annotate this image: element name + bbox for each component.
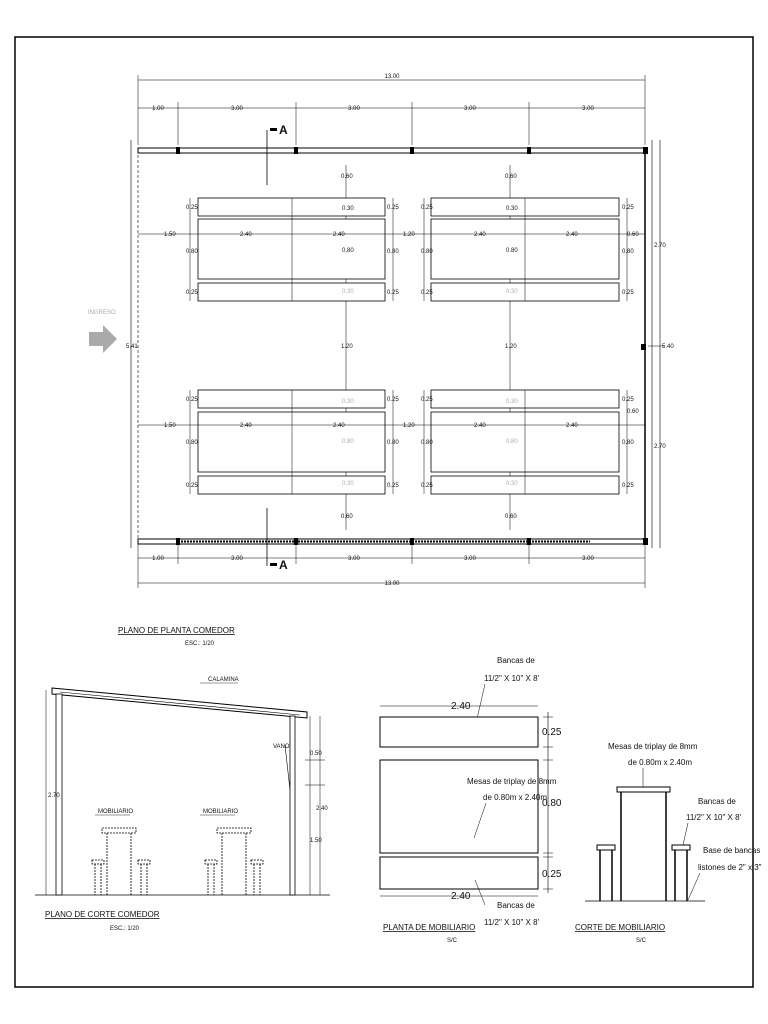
fp-table-note-1: Mesas de triplay de 8mm xyxy=(467,777,557,786)
fp-length-bottom: 2.40 xyxy=(451,891,471,902)
fp-bench-note-bot-2: 11/2" X 10" X 8' xyxy=(484,918,540,927)
plan-table-length-tr2: 2.40 xyxy=(566,232,578,238)
plan-bench-w-tr-r2: 0.25 xyxy=(622,290,634,296)
table-group-bottom-right xyxy=(424,390,627,494)
plan-table-w-tr-r: 0.80 xyxy=(622,249,634,255)
plan-mid-gap-r: 1.20 xyxy=(505,344,517,350)
plan-bench-offset-br: 0.30 xyxy=(506,399,518,405)
plan-bench-offset-tr: 0.30 xyxy=(506,206,518,212)
plan-bench-w-bl-r2: 0.25 xyxy=(387,483,399,489)
fs-bench-note-2: 11/2" X 10" X 8' xyxy=(686,813,742,822)
plan-scale: ESC.: 1/20 xyxy=(185,641,215,647)
plan-bench-w-bl-l2: 0.25 xyxy=(186,483,198,489)
fs-table-note-1: Mesas de triplay de 8mm xyxy=(608,742,698,751)
section-furniture-label-2: MOBILIARIO xyxy=(203,809,239,815)
plan-table-w-tr-l: 0.80 xyxy=(421,249,433,255)
table-group-top-right xyxy=(424,198,627,301)
plan-mid-gap-l: 1.20 xyxy=(341,344,353,350)
section-drawing xyxy=(35,677,330,932)
plan-bay-bottom-1: 3.00 xyxy=(231,556,243,562)
section-furniture-label-1: MOBILIARIO xyxy=(98,809,134,815)
plan-table-length-bl2: 2.40 xyxy=(333,423,345,429)
fp-length-top: 2.40 xyxy=(451,701,471,712)
plan-bench-w-br-l1: 0.25 xyxy=(421,397,433,403)
plan-left-margin-bottom: 1.50 xyxy=(164,423,176,429)
plan-bench-offset-tr2: 0.30 xyxy=(506,289,518,295)
section-scale: ESC.: 1/20 xyxy=(110,926,140,932)
furniture-section xyxy=(575,742,762,944)
plan-edge-gap-br: 0.60 xyxy=(505,514,517,520)
plan-table-length-bl: 2.40 xyxy=(240,423,252,429)
plan-bay-top-1: 3.00 xyxy=(231,106,243,112)
plan-bay-bottom-0: 1.00 xyxy=(152,556,164,562)
floor-plan xyxy=(88,74,674,647)
plan-bench-w-bl-l1: 0.25 xyxy=(186,397,198,403)
plan-bench-w-br-r1: 0.25 xyxy=(622,397,634,403)
plan-left-margin-top: 1.50 xyxy=(164,232,176,238)
table-group-top-left xyxy=(190,198,393,301)
plan-table-length-br2: 2.40 xyxy=(566,423,578,429)
plan-bay-top-3: 3.00 xyxy=(464,106,476,112)
plan-bay-top-0: 1.00 xyxy=(152,106,164,112)
fs-bench-left xyxy=(597,845,615,850)
plan-right-half-bottom: 2.70 xyxy=(654,444,666,450)
fp-bench-note-top-2: 11/2" X 10" X 8' xyxy=(484,674,540,683)
fp-title: PLANTA DE MOBILIARIO xyxy=(383,923,476,932)
fp-table xyxy=(380,760,538,853)
plan-bench-w-br-r2: 0.25 xyxy=(622,483,634,489)
fp-dim-1: 0.80 xyxy=(542,798,562,809)
plan-right-half-top: 2.70 xyxy=(654,243,666,249)
plan-right-height: 5.40 xyxy=(662,344,674,350)
plan-left-height: 5.41 xyxy=(126,344,138,350)
plan-bench-w-tl-r1: 0.25 xyxy=(387,205,399,211)
plan-edge-gap-bl: 0.60 xyxy=(341,514,353,520)
plan-bench-offset-tl: 0.30 xyxy=(342,206,354,212)
fp-table-note-2: de 0.80m x 2.40m xyxy=(483,793,548,802)
plan-bay-top-2: 3.00 xyxy=(348,106,360,112)
plan-table-w-bl-l: 0.80 xyxy=(186,440,198,446)
plan-top-wall xyxy=(138,148,645,153)
section-title: PLANO DE CORTE COMEDOR xyxy=(45,910,160,919)
plan-table-length-tl2: 2.40 xyxy=(333,232,345,238)
plan-table-w-tl: 0.80 xyxy=(342,248,354,254)
plan-bench-w-tr-l2: 0.25 xyxy=(421,290,433,296)
plan-edge-gap-tl: 0.60 xyxy=(341,174,353,180)
fs-title: CORTE DE MOBILIARIO xyxy=(575,923,666,932)
plan-bench-w-tr-l1: 0.25 xyxy=(421,205,433,211)
plan-bench-w-bl-r1: 0.25 xyxy=(387,397,399,403)
section-furniture-1 xyxy=(92,828,150,895)
section-left-height: 2.70 xyxy=(48,793,60,799)
section-right-dim-1: 2.40 xyxy=(316,806,328,812)
plan-table-length-tr: 2.40 xyxy=(474,232,486,238)
plan-table-w-bl-r: 0.80 xyxy=(387,440,399,446)
section-roof-label: CALAMINA xyxy=(208,677,239,683)
fp-dim-0: 0.25 xyxy=(542,727,562,738)
plan-bay-bottom-4: 3.00 xyxy=(582,556,594,562)
table-group-bottom-left xyxy=(190,390,393,494)
plan-bench-w-tr-r1: 0.25 xyxy=(622,205,634,211)
plan-bench-offset-tl2: 0.30 xyxy=(342,289,354,295)
plan-right-margin-top: 0.60 xyxy=(627,232,639,238)
plan-edge-gap-tr: 0.60 xyxy=(505,174,517,180)
plan-right-margin-bottom: 0.60 xyxy=(627,409,639,415)
plan-section-mark-top: A xyxy=(279,123,288,137)
section-roof xyxy=(52,688,307,718)
plan-table-length-tl: 2.40 xyxy=(240,232,252,238)
plan-table-length-br: 2.40 xyxy=(474,423,486,429)
plan-table-w-tr: 0.80 xyxy=(506,248,518,254)
plan-bench-offset-bl: 0.30 xyxy=(342,399,354,405)
fs-bench-note-1: Bancas de xyxy=(698,797,736,806)
fs-base-note-2: listones de 2" x 3" xyxy=(698,863,762,872)
fp-scale: S/C xyxy=(447,938,458,944)
plan-bench-w-tl-l1: 0.25 xyxy=(186,205,198,211)
plan-total-width-top: 13.00 xyxy=(384,74,400,80)
section-furniture-2 xyxy=(205,828,263,895)
plan-bench-offset-br2: 0.30 xyxy=(506,481,518,487)
plan-section-mark-bottom: A xyxy=(279,558,288,572)
fs-base-note-1: Base de bancas xyxy=(703,846,761,855)
section-right-dim-2: 1.50 xyxy=(310,838,322,844)
plan-bench-w-br-l2: 0.25 xyxy=(421,483,433,489)
plan-table-w-br-r: 0.80 xyxy=(622,440,634,446)
fp-bench-bottom xyxy=(380,857,538,889)
plan-table-w-br-l: 0.80 xyxy=(421,440,433,446)
fp-bench-top xyxy=(380,717,538,747)
fp-dim-2: 0.25 xyxy=(542,869,562,880)
plan-gap-top: 1.20 xyxy=(403,232,415,238)
fp-bench-note-top-1: Bancas de xyxy=(497,656,535,665)
plan-table-w-tl-l: 0.80 xyxy=(186,249,198,255)
plan-table-w-tl-r: 0.80 xyxy=(387,249,399,255)
section-right-dim-0: 0.50 xyxy=(310,751,322,757)
plan-bench-offset-bl2: 0.30 xyxy=(342,481,354,487)
furniture-plan xyxy=(380,656,562,944)
plan-bay-bottom-2: 3.00 xyxy=(348,556,360,562)
entrance-arrow-icon xyxy=(89,325,117,353)
plan-entrance-label: INGRESO xyxy=(88,310,116,316)
plan-bay-top-4: 3.00 xyxy=(582,106,594,112)
section-opening-label: VANO xyxy=(273,744,290,750)
fs-table-note-2: de 0.80m x 2.40m xyxy=(628,758,693,767)
fs-table-top xyxy=(617,787,670,792)
plan-bench-w-tl-r2: 0.25 xyxy=(387,290,399,296)
plan-bay-bottom-3: 3.00 xyxy=(464,556,476,562)
fs-bench-right xyxy=(672,845,690,850)
fs-scale: S/C xyxy=(636,938,647,944)
plan-gap-bottom: 1.20 xyxy=(403,423,415,429)
plan-table-w-br: 0.80 xyxy=(506,439,518,445)
plan-total-width-bottom: 13.00 xyxy=(384,581,400,587)
plan-bench-w-tl-l2: 0.25 xyxy=(186,290,198,296)
plan-table-w-bl: 0.80 xyxy=(342,439,354,445)
fp-bench-note-bot-1: Bancas de xyxy=(497,901,535,910)
plan-title: PLANO DE PLANTA COMEDOR xyxy=(118,626,235,635)
